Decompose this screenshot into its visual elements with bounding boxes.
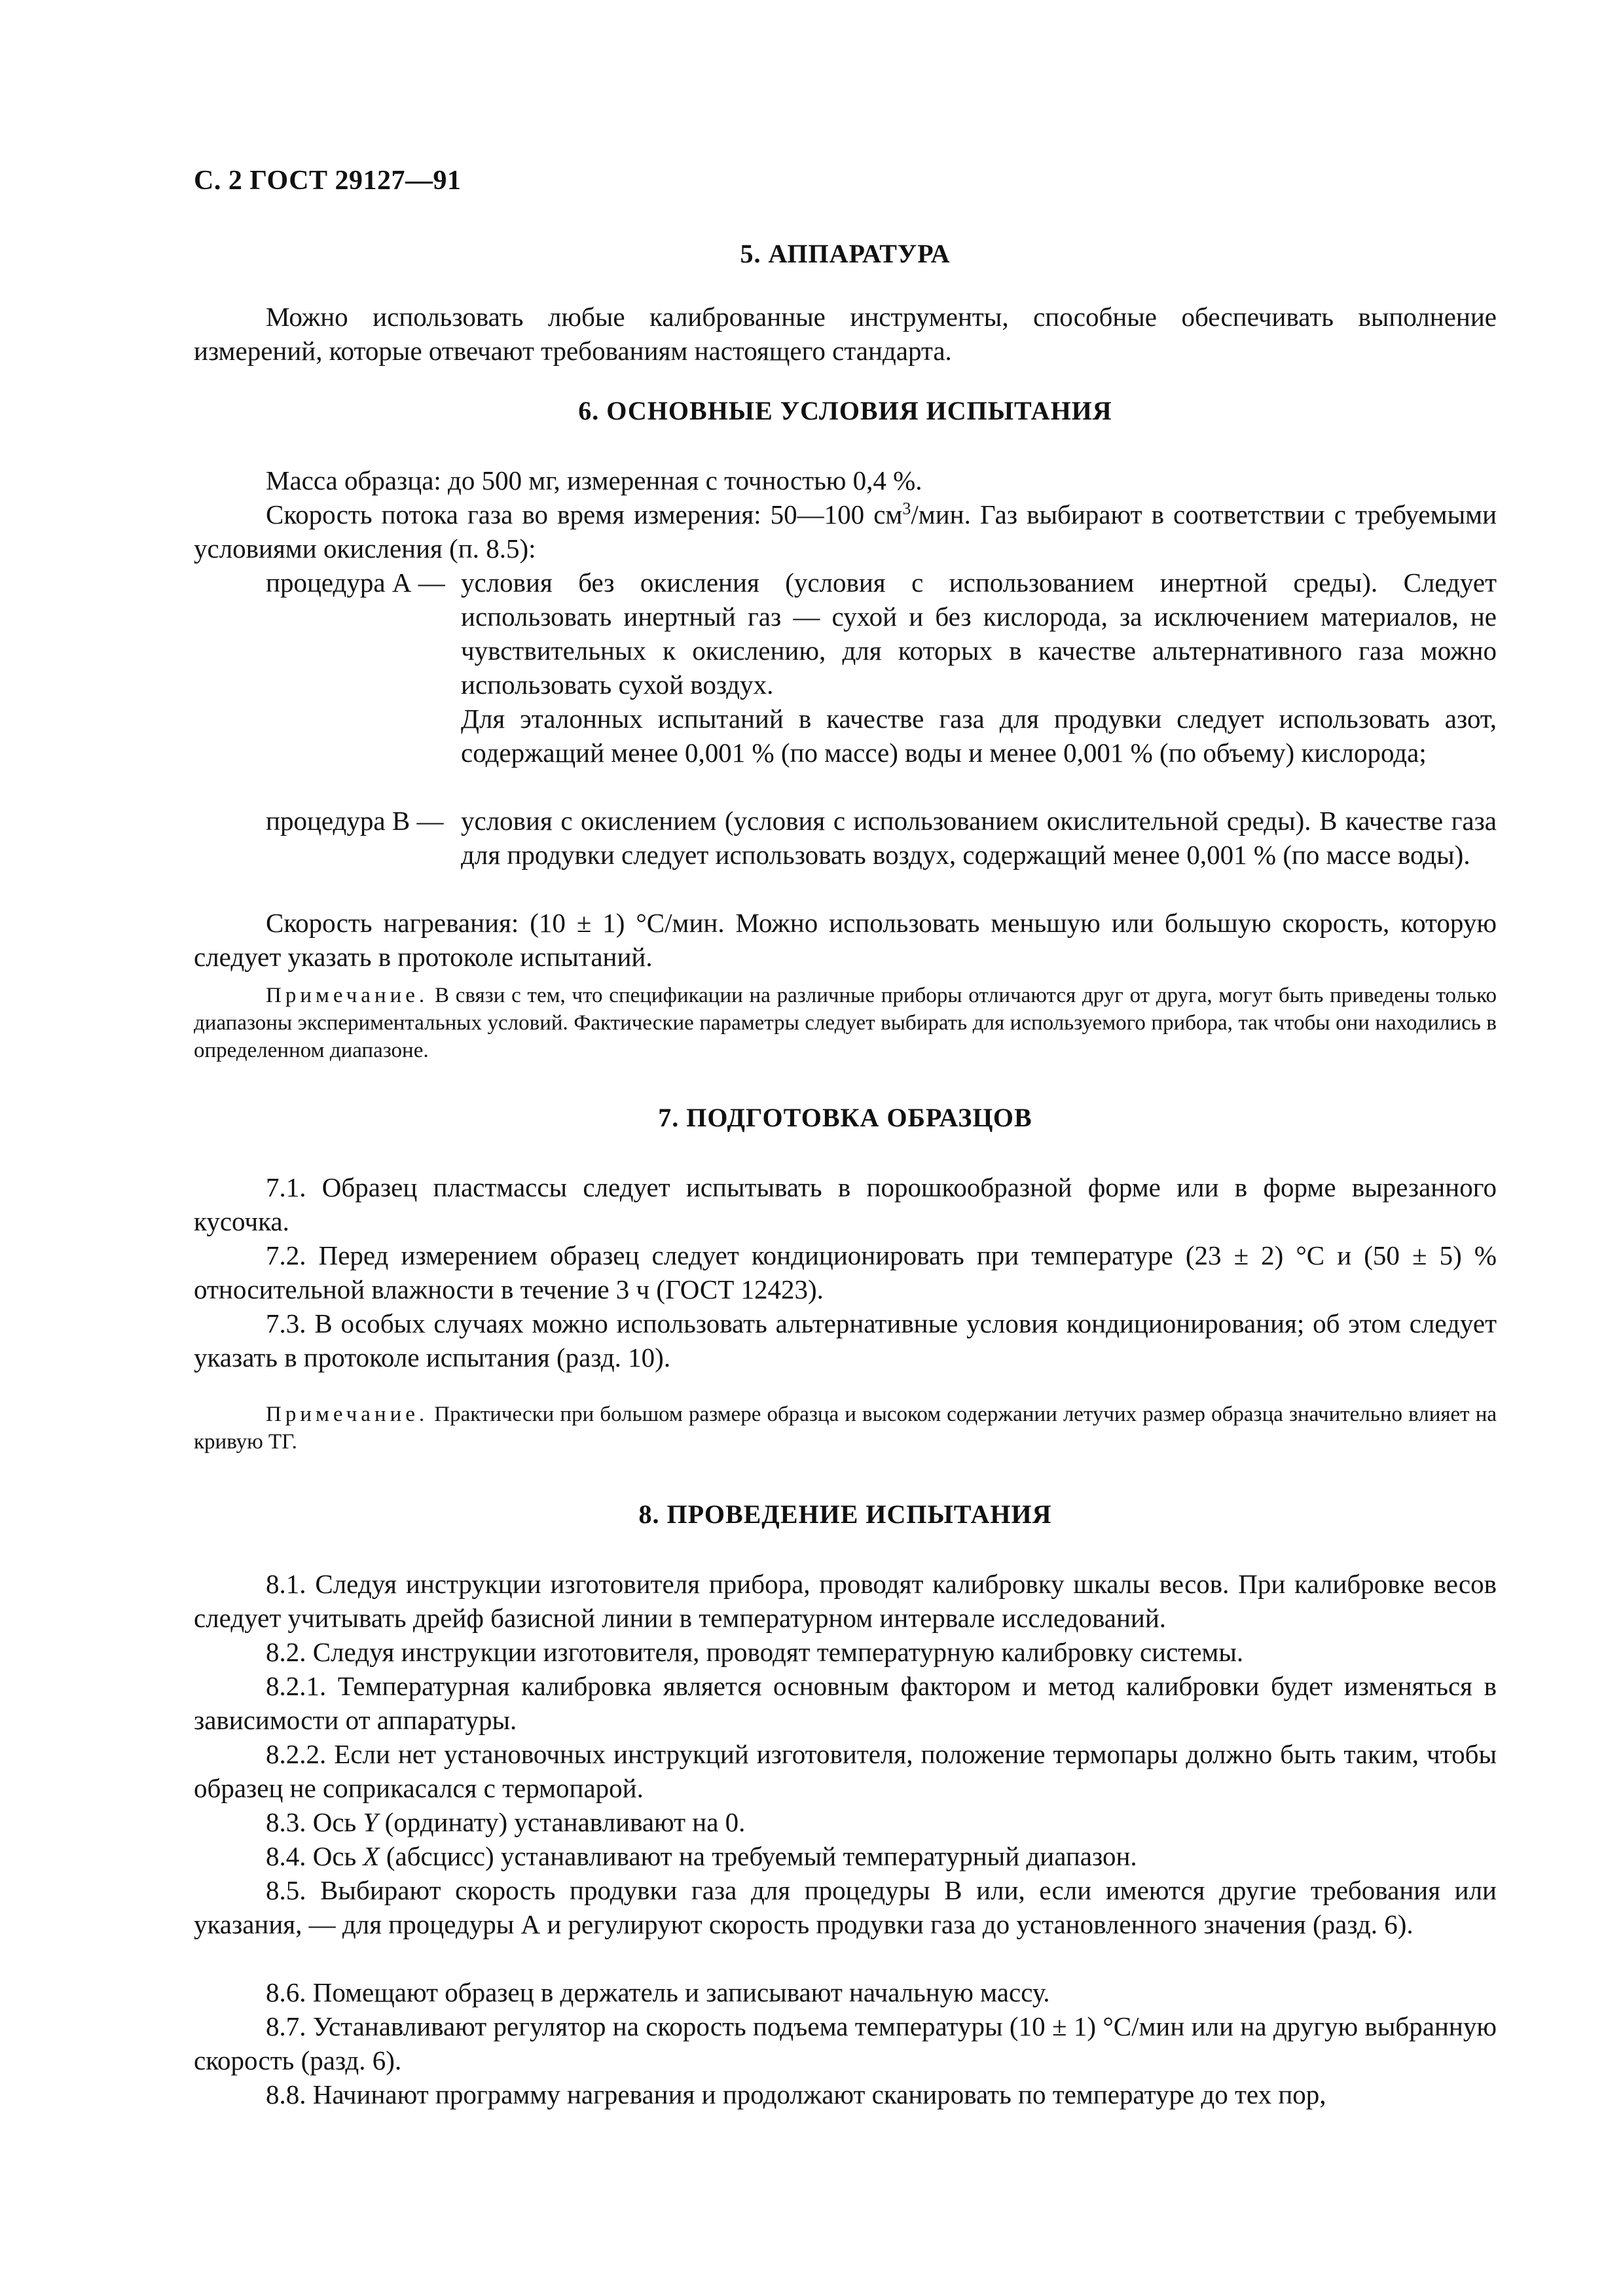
note-text: Практически при большом размере образца и высоком содержании летучих размер образца значительно влияет на кривую ТГ. (194, 1403, 1497, 1454)
procedure-b-label: процедура В — (266, 806, 444, 836)
paragraph-8-2-2: 8.2.2. Если нет установочных инструкций изготовителя, положение термопары должно быть таким, чтобы образец не соприкасался с термопарой. (194, 1739, 1497, 1803)
heating-rate-paragraph: Скорость нагревания: (10 ± 1) °С/мин. Можно использовать меньшую или большую скорость, которую следует указать в протоколе испытаний. (194, 908, 1497, 972)
axis-y-symbol: Y (363, 1807, 378, 1837)
note-label: Примечание. (266, 984, 429, 1007)
section-7-title: 7. ПОДГОТОВКА ОБРАЗЦОВ (658, 1103, 1032, 1132)
paragraph-7-2: 7.2. Перед измерением образец следует кондиционировать при температуре (23 ± 2) °С и (50 ± 5) % относительной влажности в течение 3 ч (ГОСТ 12423). (194, 1240, 1497, 1304)
procedure-a-label: процедура А — (266, 567, 445, 598)
paragraph-8-4 (194, 1839, 1497, 1873)
paragraph-8-3-text-a: 8.3. Ось (266, 1807, 363, 1837)
paragraph-8-4-text-b: (абсцисс) устанавливают на требуемый температурный диапазон. (379, 1841, 1137, 1871)
gas-flow-text-b: /мин. Газ выбирают в соответствии с требуемыми условиями окисления (п. 8.5): (194, 499, 1497, 564)
paragraph-8-8: 8.8. Начинают программу нагревания и продолжают сканировать по температуре до тех пор, (266, 2079, 1326, 2109)
procedure-a-text: условия без окисления (условия с использованием инертной среды). Следует использовать инертный газ — сухой и без кислорода, за исключением материалов, не чувствительных к окислению, для которых в качестве альтернативного газа можно использовать сухой воздух. (461, 567, 1497, 700)
mass-paragraph: Масса образца: до 500 мг, измеренная с точностью 0,4 %. (266, 465, 922, 495)
section-6-note (194, 982, 1497, 1064)
paragraph-8-2: 8.2. Следуя инструкции изготовителя, проводят температурную калибровку системы. (266, 1637, 1244, 1667)
procedure-a-reference-text: Для эталонных испытаний в качестве газа для продувки следует использовать азот, содержащий менее 0,001 % (по массе) воды и менее 0,001 % (по объему) кислорода; (461, 704, 1497, 768)
procedure-b-text: условия с окислением (условия с использованием окислительной среды). В качестве газа для продувки следует использовать воздух, содержащий менее 0,001 % (по массе воды). (461, 806, 1497, 870)
section-8-title: 8. ПРОВЕДЕНИЕ ИСПЫТАНИЯ (638, 1499, 1052, 1529)
paragraph-8-5: 8.5. Выбирают скорость продувки газа для процедуры В или, если имеются другие требования или указания, — для процедуры А и регулируют скорость продувки газа до установленного значения (разд. 6). (194, 1875, 1497, 1939)
paragraph-8-3-text-b: (ординату) устанавливают на 0. (378, 1807, 746, 1837)
paragraph-8-6: 8.6. Помещают образец в держатель и записывают начальную массу. (266, 1977, 1050, 2007)
gas-flow-text-a: Скорость потока газа во время измерения: 50—100 см (266, 499, 903, 529)
axis-x-symbol: X (363, 1841, 380, 1871)
gas-flow-paragraph (194, 497, 1497, 565)
section-7-note (194, 1401, 1497, 1456)
paragraph-7-3: 7.3. В особых случаях можно использовать альтернативные условия кондиционирования; об этом следует указать в протоколе испытания (разд. 10). (194, 1308, 1497, 1372)
gas-flow-superscript: 3 (902, 499, 911, 518)
paragraph-8-1: 8.1. Следуя инструкции изготовителя прибора, проводят калибровку шкалы весов. При калибровке весов следует учитывать дрейф базисной линии в температурном интервале исследований. (194, 1569, 1497, 1633)
page-header: С. 2 ГОСТ 29127—91 (194, 166, 462, 196)
section-5-title: 5. АППАРАТУРА (740, 239, 951, 268)
note-label: Примечание. (266, 1403, 429, 1426)
paragraph-8-7: 8.7. Устанавливают регулятор на скорость подъема температуры (10 ± 1) °С/мин или на другую выбранную скорость (разд. 6). (194, 2011, 1497, 2075)
paragraph-7-1: 7.1. Образец пластмассы следует испытывать в порошкообразной форме или в форме вырезанного кусочка. (194, 1172, 1497, 1236)
section-5-text: Можно использовать любые калиброванные инструменты, способные обеспечивать выполнение измерений, которые отвечают требованиям настоящего стандарта. (194, 302, 1497, 366)
section-6-title: 6. ОСНОВНЫЕ УСЛОВИЯ ИСПЫТАНИЯ (578, 396, 1112, 425)
paragraph-8-3 (194, 1805, 1497, 1839)
paragraph-8-4-text-a: 8.4. Ось (266, 1841, 363, 1871)
paragraph-8-2-1: 8.2.1. Температурная калибровка является основным фактором и метод калибровки будет изменяться в зависимости от аппаратуры. (194, 1671, 1497, 1735)
note-text: В связи с тем, что спецификации на различные приборы отличаются друг от друга, могут быть приведены только диапазоны экспериментальных условий. Фактические параметры следует выбирать для используемого прибора, так чтобы они находились в определенном диапазоне. (194, 984, 1497, 1062)
